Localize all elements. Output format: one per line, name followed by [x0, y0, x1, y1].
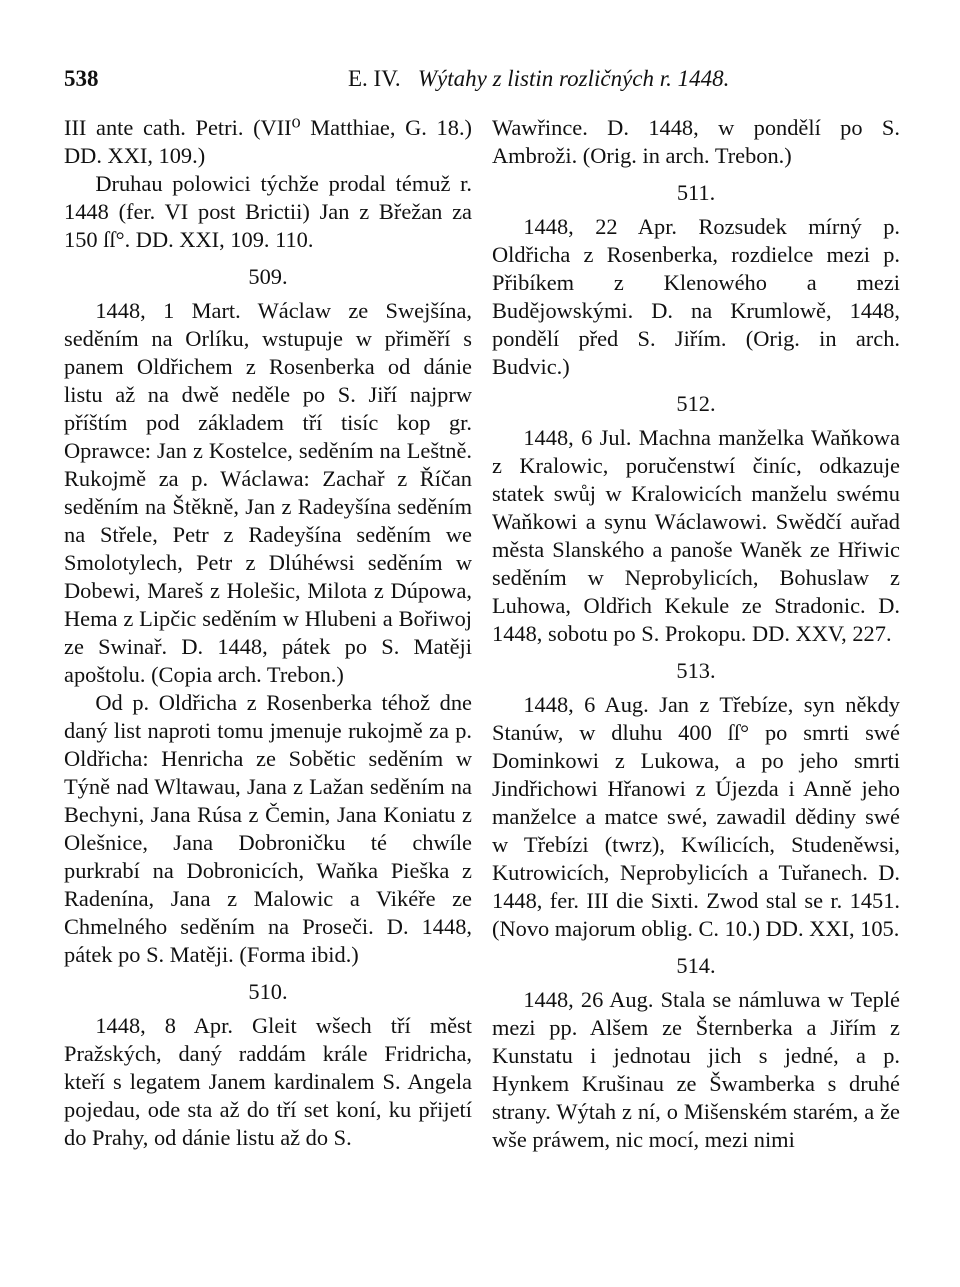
paragraph-continuation: Wawřince. D. 1448, w pondělí po S. Ambroži. (Orig. in arch. Trebon.) — [492, 115, 900, 168]
entry-number-511: 511. — [676, 180, 716, 205]
entry-number-512: 512. — [676, 391, 716, 416]
running-title — [348, 66, 729, 92]
entry-509-note: Od p. Oldřicha z Rosenberka téhož dne daný list naproti tomu jmenuje rukojmě za p. Oldřicha: Henricha ze Sobětic seděním w Týně nad Wltawau, Jana z Lažan seděním na Bechyni, Jana Rúsa z Čemin, Jana Koniatu z Olešnice, Jana Dobroničku té chwíle purkrabí na Dobronicích, Waňka Pieška z Radenína, Jana z Malowic a Vikéře ze Chmelného seděním na Proseči. D. 1448, pátek po S. Matěji. (Forma ibid.) — [64, 690, 472, 967]
entry-number-510: 510. — [248, 979, 288, 1004]
entry-512-text: 1448, 6 Jul. Machna manželka Waňkowa z Kralowic, poručenstwí činíc, odkazuje statek swůj w Kralowicích manželu swému Waňkowi a synu Wáclawowi. Swědčí auřad města Slanského a panoše Waněk ze Hřiwic seděním w Neprobylicích, Bohuslaw z Luhowa, Oldřich Kekule ze Stradonic. D. 1448, sobotu po S. Prokopu. DD. XXV, 227. — [492, 425, 900, 646]
entry-number-513: 513. — [676, 658, 716, 683]
left-column — [64, 114, 472, 1152]
section-label: E. IV. — [348, 66, 401, 91]
entry-510-text: 1448, 8 Apr. Gleit wšech tří měst Pražských, daný raddám krále Fridricha, kteří s legatem Janem kardinalem S. Angela pojedau, ode sta až do tří set koní, ku přijetí do Prahy, od dánie listu až do S. — [64, 1013, 472, 1150]
entry-number-509: 509. — [248, 264, 288, 289]
section-title: Wýtahy z listin rozličných r. 1448. — [417, 66, 730, 91]
entry-511-text: 1448, 22 Apr. Rozsudek mírný p. Oldřicha z Rosenberka, rozdielce mezi p. Přibíkem z Klenowého a mezi Budějowskými. D. na Krumlowě, 1448, pondělí před S. Jiřím. (Orig. in arch. Budvic.) — [492, 214, 900, 379]
paragraph: Druhau polowici týchže prodal témuž r. 1448 (fer. VI post Brictii) Jan z Břežan za 150 ſſ°. DD. XXI, 109. 110. — [64, 171, 472, 252]
entry-509-text: 1448, 1 Mart. Wáclaw ze Swejšína, seděním na Orlíku, wstupuje w přiměří s panem Oldřichem z Rosenberka od dánie listu až na dwě neděle po S. Jiří najprw příštím pod základem tří tisíc kop gr. Oprawce: Jan z Kostelce, seděním na Leštně. Rukojmě za p. Wáclawa: Zachař z Říčan seděním na Štěkně, Jan z Radeyšína seděním na Střele, Petr z Radeyšína seděním we Smolotylech, Petr z Dlúhéwsi seděním w Dobewi, Mareš z Holešic, Milota z Dúpowa, Hema z Lipčic seděním w Hlubeni a Bořiwoj ze Swinař. D. 1448, pátek po S. Matěji apoštolu. (Copia arch. Trebon.) — [64, 298, 472, 687]
entry-514-text: 1448, 26 Aug. Stala se námluwa w Teplé mezi pp. Alšem ze Šternberka a Jiřím z Kunstatu i jednotau jich s jedné, a p. Hynkem Krušinau ze Šwamberka s druhé strany. Wýtah z ní, o Mišenském starém, a že wše práwem, nic mocí, mezi nimi — [492, 987, 900, 1152]
paragraph-continuation: III ante cath. Petri. (VII⁰ Matthiae, G. 18.) DD. XXI, 109.) — [64, 115, 472, 168]
entry-number-514: 514. — [676, 953, 716, 978]
running-header — [64, 66, 904, 100]
entry-513-text: 1448, 6 Aug. Jan z Třebíze, syn někdy Stanúw, w dluhu 400 ſſ° po smrti swé Dominkowi z Lukowa, a po jeho smrti Jindřichowi Hřanowi z Újezda i Anně jeho manželce a matce swé, zawadil dědiny swé w Třebízi (twrz), Kwílicích, Studeněwsi, Kutrowicích, Neprobylicích a Tuřanech. D. 1448, fer. III die Sixti. Zwod stal se r. 1451. (Novo majorum oblig. C. 10.) DD. XXI, 105. — [492, 692, 900, 941]
page-number: 538 — [64, 66, 99, 91]
right-column — [492, 114, 900, 1154]
